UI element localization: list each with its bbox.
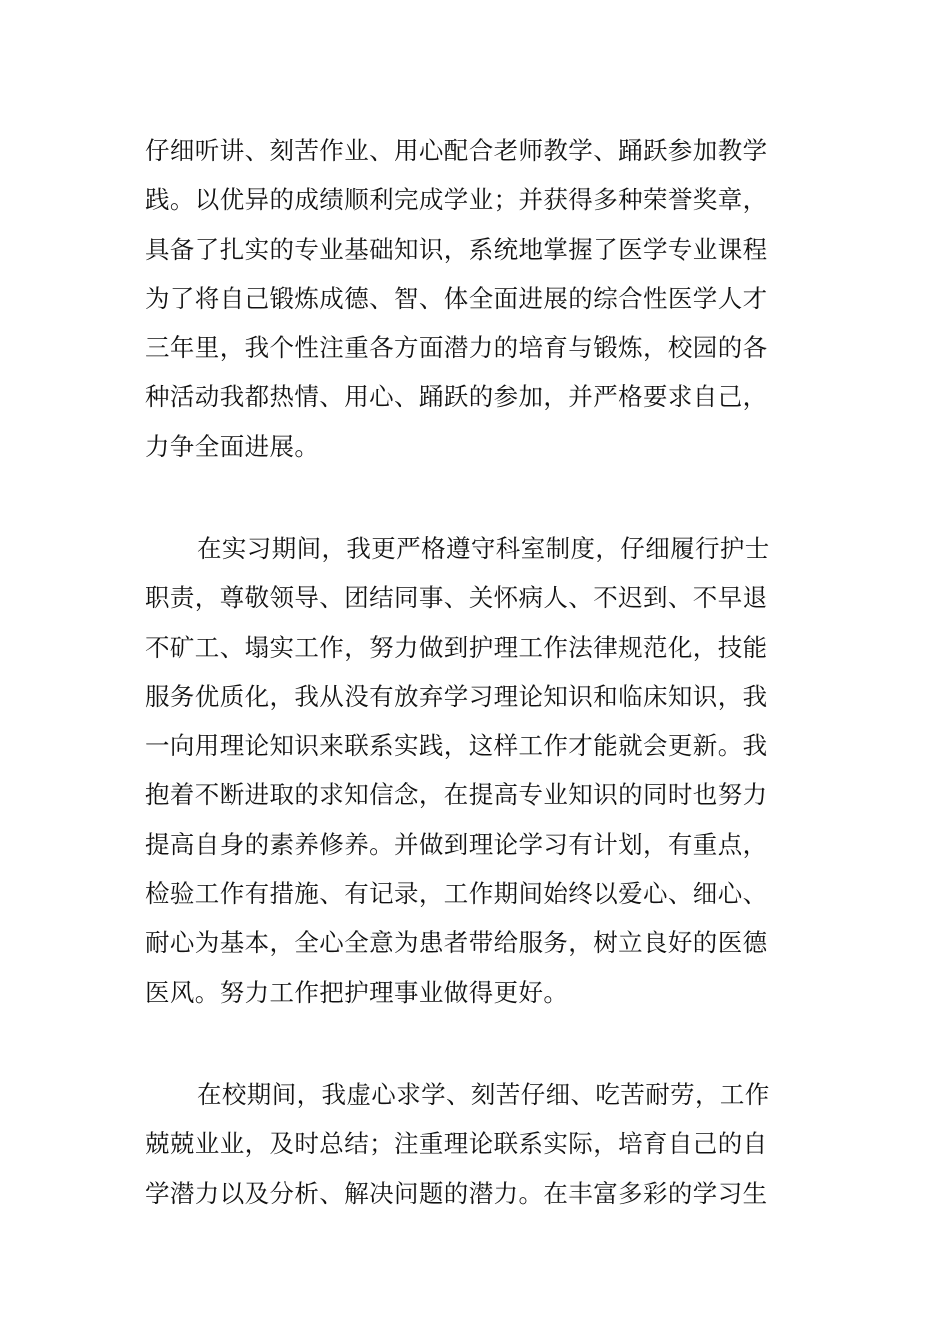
text-line: 学潜力以及分析、解决问题的潜力。在丰富多彩的学习生	[145, 1178, 768, 1208]
text-line: 服务优质化，我从没有放弃学习理论知识和临床知识，我	[145, 681, 768, 711]
text-line: 检验工作有措施、有记录，工作期间始终以爱心、细心、	[145, 879, 768, 909]
text-line: 耐心为基本，全心全意为患者带给服务，树立良好的医德	[145, 928, 768, 958]
text-line: 职责，尊敬领导、团结同事、关怀病人、不迟到、不早退	[145, 583, 768, 613]
text-line: 仔细听讲、刻苦作业、用心配合老师教学、踊跃参加教学	[145, 136, 768, 165]
text-line: 提高自身的素养修养。并做到理论学习有计划，有重点，	[145, 829, 768, 859]
text-line: 践。以优异的成绩顺利完成学业；并获得多种荣誉奖章，	[145, 185, 768, 215]
text-line: 兢兢业业，及时总结；注重理论联系实际，培育自己的自	[145, 1129, 768, 1159]
text-line: 一向用理论知识来联系实践，这样工作才能就会更新。我	[145, 731, 768, 761]
paragraph-internship	[145, 524, 815, 1017]
text-line-indented: 在校期间，我虚心求学、刻苦仔细、吃苦耐劳，工作	[197, 1080, 770, 1109]
paragraph-study-record	[145, 126, 815, 471]
text-line: 种活动我都热情、用心、踊跃的参加，并严格要求自己，	[145, 382, 768, 412]
text-line: 三年里，我个性注重各方面潜力的培育与锻炼，校园的各	[145, 333, 768, 363]
text-line: 具备了扎实的专业基础知识，系统地掌握了医学专业课程	[145, 234, 768, 264]
text-line: 力争全面进展。	[145, 431, 320, 461]
text-line: 不矿工、塌实工作，努力做到护理工作法律规范化，技能	[145, 632, 768, 662]
text-line: 抱着不断进取的求知信念，在提高专业知识的同时也努力	[145, 780, 768, 810]
text-line-indented: 在实习期间，我更严格遵守科室制度，仔细履行护士	[197, 534, 770, 563]
paragraph-school-period	[145, 1070, 815, 1218]
text-line: 医风。努力工作把护理事业做得更好。	[145, 977, 569, 1007]
text-line: 为了将自己锻炼成德、智、体全面进展的综合性医学人才	[145, 283, 768, 313]
